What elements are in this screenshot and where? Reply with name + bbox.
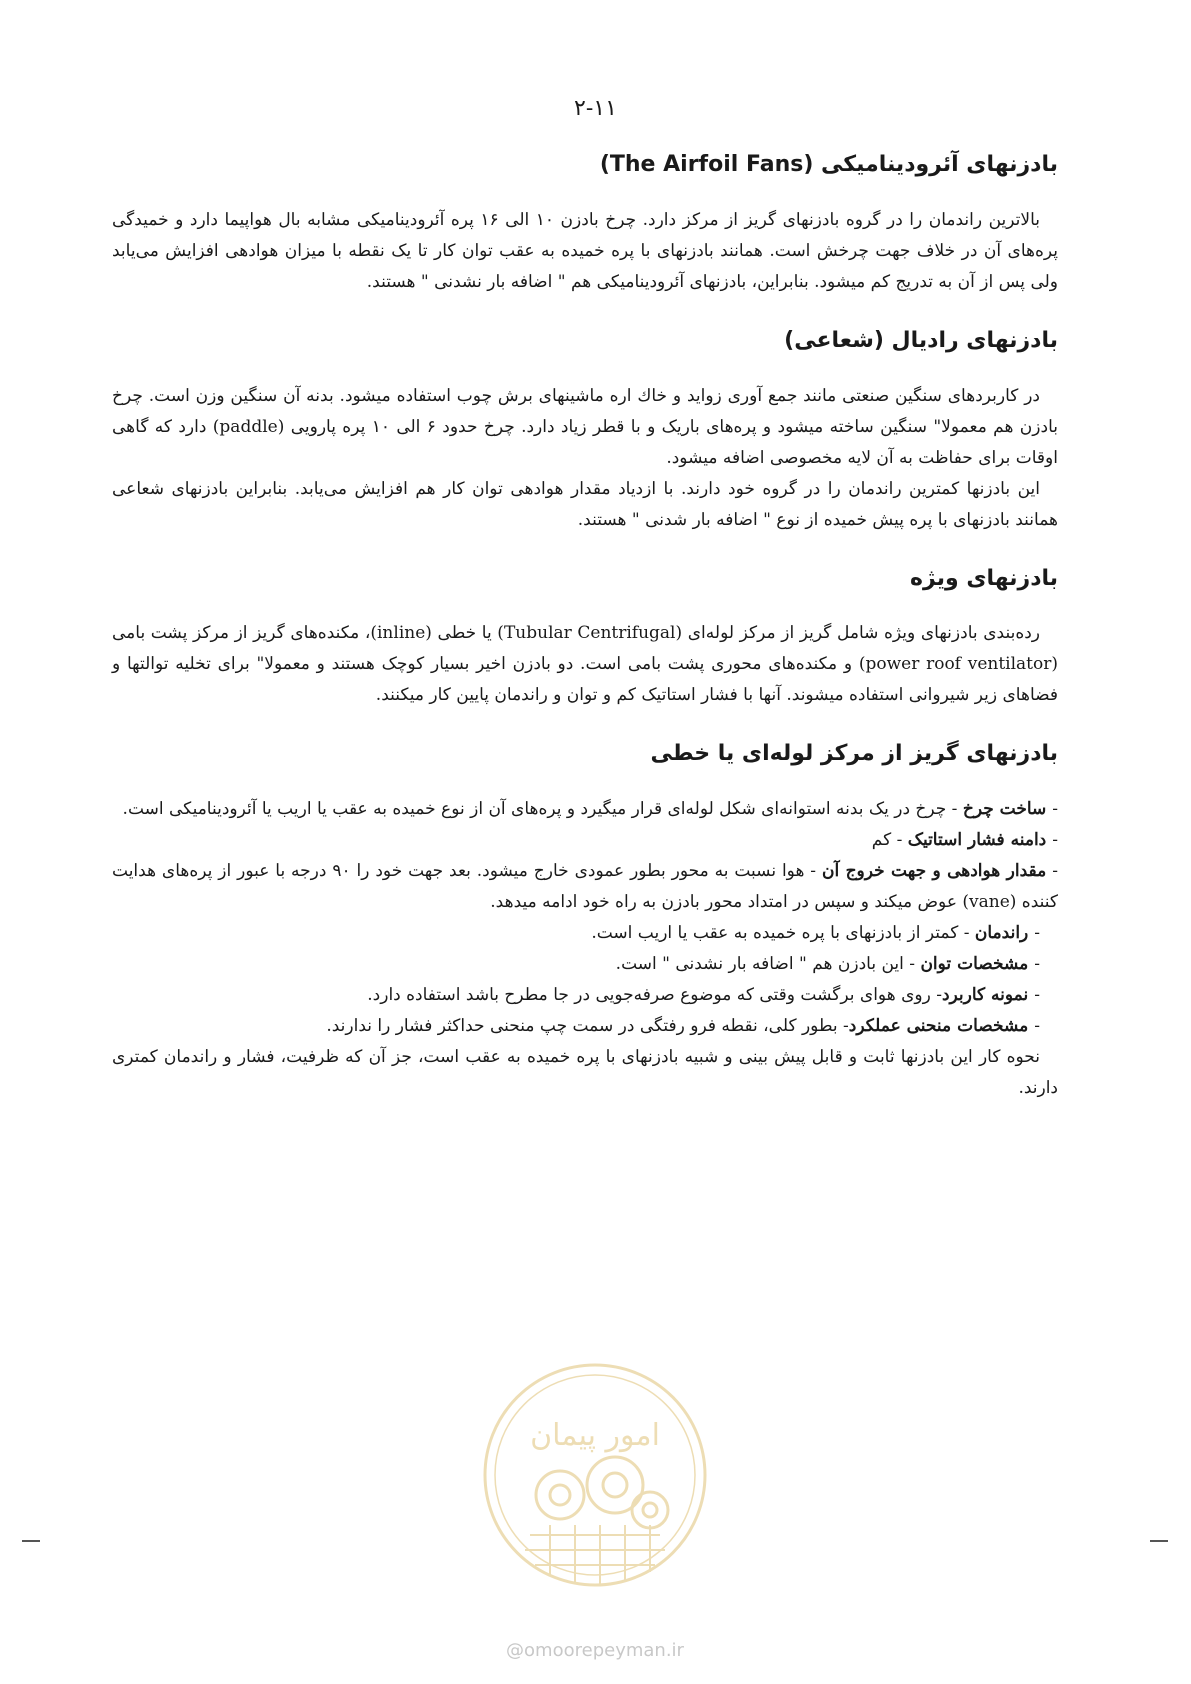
spec-item: -مشخصات توان - این بادزن هم " اضافه بار نشدنی " است. xyxy=(615,954,1040,975)
paragraph-radial-1: در کاربردهای سنگین صنعتی مانند جمع آوری زواید و خاك اره ماشینهای برش چوب استفاده میشود. بدنه آن سنگین وزن است. چرخ بادزن هم معمولا" سنگین ساخته میشود و پره‌های باریک و با قطر زیاد دارد. چرخ حدود ۶ الی ۱۰ پره پارویی (paddle) دارد که گاهی اوقات برای حفاظت به آن لایه مخصوصی اضافه میشود. xyxy=(112,385,1058,468)
spec-sep: - xyxy=(804,861,822,882)
page-edge-mark-right xyxy=(1150,1540,1168,1542)
spec-label: مشخصات منحنی عملکرد xyxy=(848,1016,1029,1037)
spec-text: کم xyxy=(871,830,892,851)
spec-label: ساخت چرخ xyxy=(962,799,1047,820)
spec-label: نمونه کاربرد xyxy=(941,985,1029,1006)
spec-item: -مقدار هوادهی و جهت خروج آن - هوا نسبت به محور بطور عمودی خارج میشود. بعد جهت خود را ۹۰ درجه با عبور از پره‌های هدایت کننده (vane) عوض میکند و سپس در امتداد محور بادزن به راه خود ادامه میدهد. xyxy=(112,861,1058,913)
spec-sep: - xyxy=(946,799,963,820)
watermark-site: @omoorepeyman.ir xyxy=(506,1640,684,1661)
spec-item: -راندمان - کمتر از بادزنهای با پره خمیده به عقب یا اریب است. xyxy=(591,923,1040,944)
spec-sep: - xyxy=(837,1016,849,1037)
spec-sep: - xyxy=(891,830,908,851)
spec-list xyxy=(112,794,1058,1042)
spec-text: چرخ در یک بدنه استوانه‌ای شکل لوله‌ای قرار میگیرد و پره‌های آن از نوع خمیده به عقب یا اریب یا آئرودینامیکی است. xyxy=(122,799,947,820)
spec-item: -ساخت چرخ - چرخ در یک بدنه استوانه‌ای شکل لوله‌ای قرار میگیرد و پره‌های آن از نوع خمیده به عقب یا اریب یا آئرودینامیکی است. xyxy=(122,799,1058,820)
spec-label: راندمان xyxy=(974,923,1029,944)
section-title-tubular: بادزنهای گریز از مرکز لوله‌ای یا خطی xyxy=(650,741,1058,767)
spec-text: بطور کلی، نقطه فرو رفتگی در سمت چپ منحنی حداکثر فشار را ندارند. xyxy=(326,1016,838,1037)
spec-text: این بادزن هم " اضافه بار نشدنی " است. xyxy=(615,954,904,975)
section-title-radial: بادزنهای رادیال (شعاعی) xyxy=(784,327,1058,353)
grid-icon xyxy=(525,1525,665,1585)
spec-item: -نمونه کاربرد- روی هوای برگشت وقتی که موضوع صرفه‌جویی در جا مطرح باشد استفاده دارد. xyxy=(367,985,1040,1006)
watermark-site-text: omoorepeyman.ir xyxy=(524,1640,684,1661)
spec-label: مشخصات توان xyxy=(920,954,1029,975)
page-number: ۲-۱۱ xyxy=(574,96,617,121)
spec-item: -دامنه فشار استاتیک - کم xyxy=(871,830,1058,851)
paragraph-radial-2: این بادزنها کمترین راندمان را در گروه خود دارند. با ازدیاد مقدار هوادهی توان کار هم افزایش می‌یابد. بنابراین بادزنهای شعاعی همانند بادزنهای با پره پیش خمیده از نوع " اضافه بار شدنی " هستند. xyxy=(112,478,1058,530)
page-edge-mark-left xyxy=(22,1540,40,1542)
spec-item: -مشخصات منحنی عملکرد- بطور کلی، نقطه فرو رفتگی در سمت چپ منحنی حداکثر فشار را ندارند. xyxy=(326,1016,1040,1037)
paragraph-tubular-closing: نحوه کار این بادزنها ثابت و قابل پیش بینی و شبیه بادزنهای با پره خمیده به عقب است، جز آن که ظرفیت، فشار و راندمان کمتری دارند. xyxy=(112,1047,1058,1099)
spec-text: هوا نسبت به محور بطور عمودی خارج میشود. بعد جهت خود را ۹۰ درجه با عبور از پره‌های هدایت کننده (vane) عوض میکند و سپس در امتداد محور بادزن به راه خود ادامه میدهد. xyxy=(112,861,1058,913)
paragraph-airfoil: بالاترین راندمان را در گروه بادزنهای گریز از مرکز دارد. چرخ بادزن ۱۰ الی ۱۶ پره آئرودینامیکی مشابه بال هواپیما دارد و خمیدگی پره‌های آن در خلاف جهت چرخش است. همانند بادزنهای با پره خمیده به عقب توان کار تا یک نقطه با میزان هوادهی افزایش می‌یابد ولی پس از آن به تدریج کم میشود. بنابراین، بادزنهای آئرودینامیکی هم " اضافه بار نشدنی " هستند. xyxy=(112,209,1058,292)
section-title-special: بادزنهای ویژه xyxy=(910,565,1058,591)
spec-label: دامنه فشار استاتیک xyxy=(907,830,1047,851)
spec-label: مقدار هوادهی و جهت خروج آن xyxy=(821,861,1047,882)
watermark-logo-text: امور پیمان xyxy=(530,1418,660,1453)
spec-sep: - xyxy=(903,954,921,975)
spec-text: کمتر از بادزنهای با پره خمیده به عقب یا اریب است. xyxy=(591,923,959,944)
watermark-logo xyxy=(480,1360,710,1590)
spec-text: روی هوای برگشت وقتی که موضوع صرفه‌جویی در جا مطرح باشد استفاده دارد. xyxy=(367,985,931,1006)
spec-sep: - xyxy=(958,923,975,944)
section-title-airfoil: بادزنهای آئرودینامیکی (The Airfoil Fans) xyxy=(599,152,1058,177)
document-body xyxy=(112,150,1058,1104)
gear-icon xyxy=(536,1457,668,1528)
spec-sep: - xyxy=(930,985,942,1006)
paragraph-special: رده‌بندی بادزنهای ویژه شامل گریز از مرکز لوله‌ای (Tubular Centrifugal) یا خطی (inline)، مکنده‌های گریز از مرکز پشت بامی (power roof ventilator) و مکنده‌های محوری پشت بامی است. دو بادزن اخیر بسیار کوچک هستند و معمولا" برای تخلیه توالتها و فضاهای زیر شیروانی استفاده میشوند. آنها با فشار استاتیک کم و توان و راندمان پایین کار میکنند. xyxy=(112,623,1058,706)
